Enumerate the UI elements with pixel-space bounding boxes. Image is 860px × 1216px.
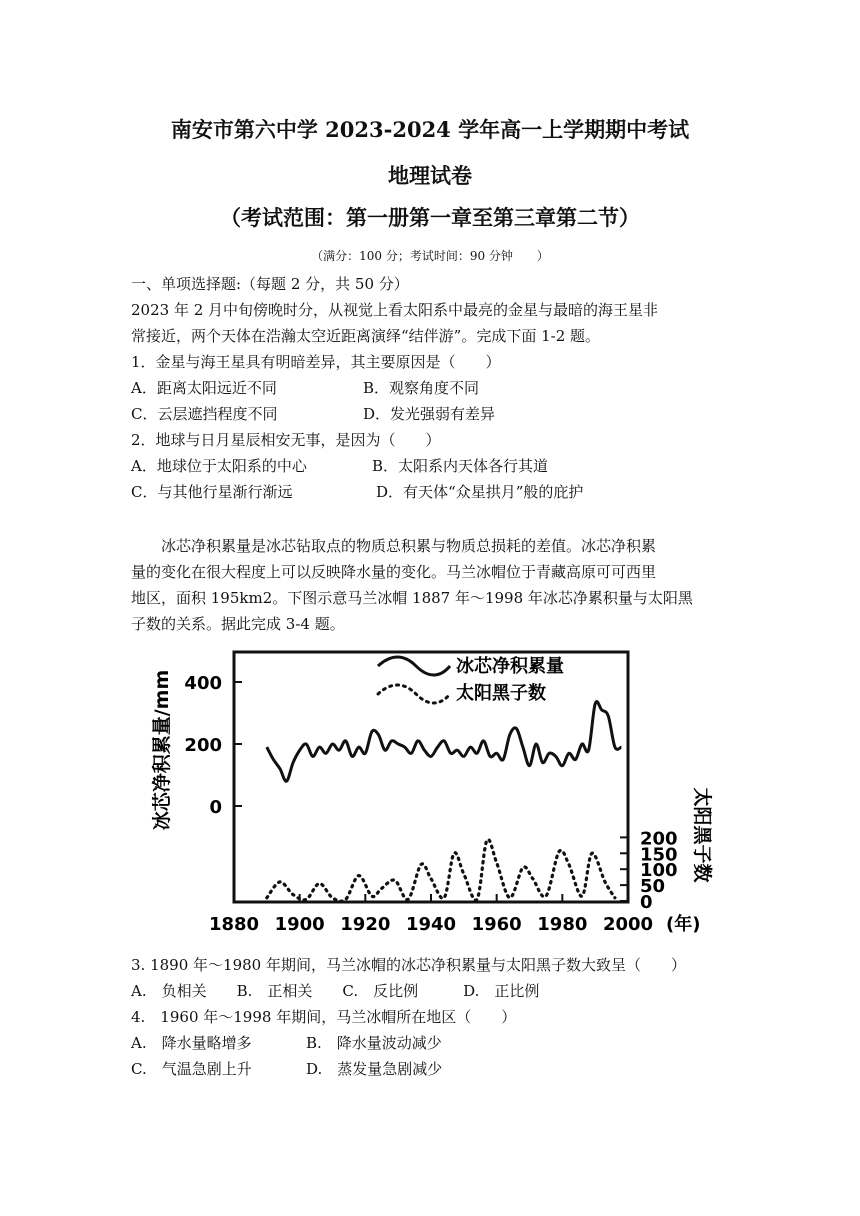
passage-line-4: 子数的关系。据此完成 3-4 题。 [131,615,345,633]
right-tick-label: 100 [640,860,678,882]
q1-option-d: D．发光强弱有差异 [363,405,496,423]
q2-option-b: B．太阳系内天体各行其道 [372,457,549,475]
x-tick-label: 1920 [340,914,391,935]
right-tick-label: 150 [640,844,678,866]
right-tick-label: 0 [640,892,653,913]
q3-stem: 3. 1890 年～1980 年期间，马兰冰帽的冰芯净积累量与太阳黑子数大致呈（ ） [131,956,686,974]
q4-option-c: C. 气温急剧上升 [131,1060,252,1078]
q4-stem: 4. 1960 年～1998 年期间，马兰冰帽所在地区（ ） [131,1008,517,1026]
passage-line-3: 地区，面积 195km2。下图示意马兰冰帽 1887 年～1998 年冰芯净累积量与太阳黑 [131,589,693,607]
q2-option-a: A．地球位于太阳系的中心 [131,457,307,475]
q4-option-a: A. 降水量略增多 [131,1034,252,1052]
series-ice-core-line [267,702,622,782]
legend-line-solid [378,657,450,675]
right-tick-label: 50 [640,876,666,898]
series-sunspot-line [267,839,615,901]
x-tick-label: 2000 [602,914,654,935]
passage-line-1: 冰芯净积累量是冰芯钻取点的物质总积累与物质总损耗的差值。冰芯净积累 [131,537,657,555]
intro-line-1: 2023 年 2 月中旬傍晚时分，从视觉上看太阳系中最亮的金星与最暗的海王星非 [131,301,659,319]
x-tick-label: 1900 [274,914,325,935]
section-heading: 一、单项选择题:（每题 2 分，共 50 分） [131,275,409,293]
left-axis-label: 冰芯净积累量/mm [151,669,173,831]
exam-title: 南安市第六中学 2023-2024 学年高一上学期期中考试 [170,117,690,142]
q1-option-c: C．云层遮挡程度不同 [131,405,278,423]
q1-option-a: A．距离太阳远近不同 [131,379,277,397]
left-tick-label: 200 [184,735,222,756]
right-tick-label: 200 [640,828,678,850]
q2-option-d: D．有天体“众星拱月”般的庇护 [376,483,584,501]
left-tick-label: 400 [184,673,222,694]
q1-stem: 1．金星与海王星具有明暗差异，其主要原因是（ ） [131,353,501,371]
x-tick-label: 1940 [405,914,457,935]
ice-core-sunspot-chart [146,640,726,940]
legend-line-dotted [378,685,450,703]
exam-subject: 地理试卷 [388,163,472,188]
legend-label-ice: 冰芯净积累量 [456,656,564,677]
q1-option-b: B．观察角度不同 [363,379,480,397]
x-tick-label: 1960 [471,914,522,935]
left-tick-label: 0 [209,797,222,818]
x-tick-label: 1880 [208,914,260,935]
q4-option-d: D. 蒸发量急剧减少 [306,1060,443,1078]
intro-line-2: 常接近，两个天体在浩瀚太空近距离演绎“结伴游”。完成下面 1-2 题。 [131,327,601,345]
q2-option-c: C．与其他行星渐行渐远 [131,483,293,501]
passage-line-2: 量的变化在很大程度上可以反映降水量的变化。马兰冰帽位于青藏高原可可西里 [131,563,657,581]
legend [378,655,564,704]
exam-scope: （考试范围：第一册第一章至第三章第二节） [220,205,640,230]
right-axis-label: 太阳黑子数 [691,787,713,883]
x-axis-unit: (年) [666,914,701,935]
q3-options: A. 负相关 B. 正相关 C. 反比例 D. 正比例 [131,982,540,1000]
q4-option-b: B. 降水量波动减少 [306,1034,442,1052]
legend-label-sunspot: 太阳黑子数 [456,683,546,704]
exam-meta: （满分：100 分；考试时间：90 分钟 ） [311,249,549,263]
q2-stem: 2．地球与日月星辰相安无事，是因为（ ） [131,431,441,449]
x-tick-label: 1980 [537,914,588,935]
